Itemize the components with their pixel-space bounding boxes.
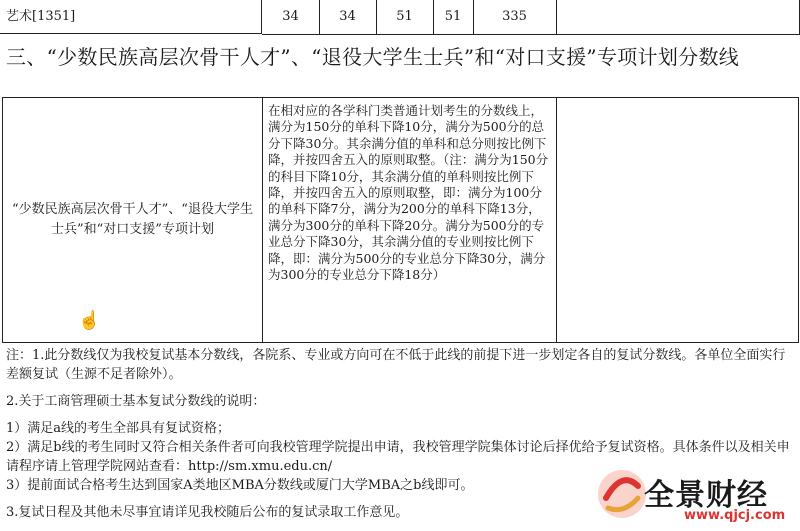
score-cell: 34 [262, 0, 320, 35]
note-2-item-3: 3）提前面试合格考生达到国家A类地区MBA分数线或厦门大学MBA之b线即可。 [6, 478, 474, 493]
hand-cursor-icon: ☝ [78, 310, 101, 331]
note-2-item-2: 2）满足b线的考生同时又符合相关条件者可向我校管理学院提出申请，我校管理学院集体讨论后择优给予复试资格。具体条件以及相关申请程序请上管理学院网站查看：http://sm.xmu.edu.cn/ [6, 440, 790, 474]
empty-cell [556, 0, 800, 35]
note-2-item-1: 1）满足a线的考生全部具有复试资格； [6, 421, 231, 436]
note-3: 3.复试日程及其他未尽事宜请详见我校随后公布的复试录取工作意见。 [6, 505, 409, 520]
special-plan-table [2, 97, 799, 343]
note-2-heading: 2.关于工商管理硕士基本复试分数线的说明： [6, 394, 266, 409]
special-plan-label: “少数民族高层次骨干人才”、“退役大学生士兵”和“对口支援”专项计划 [3, 98, 263, 342]
score-cell: 34 [319, 0, 377, 35]
note-1: 注：1.此分数线仅为我校复试基本分数线，各院系、专业或方向可在不低于此线的前提下进一步划定各自的复试分数线。各单位全面实行差额复试（生源不足者除外）。 [6, 348, 786, 382]
score-cell: 335 [473, 0, 557, 35]
category-cell: 艺术[1351] [0, 0, 262, 34]
score-cell: 51 [376, 0, 434, 35]
brand-name: 全景财经 [644, 478, 768, 513]
brand-logo-icon [592, 464, 652, 524]
special-plan-description: 在相对应的各学科门类普通计划考生的分数线上，满分为150分的单科下降10分，满分为500分的总分下降30分。其余满分值的单科和总分则按比例下降，并按四舍五入的原则取整。（注：满分为150分的科目下降10分，其余满分值的单科则按比例下降，并按四舍五入的原则取整，即：满分为100分的单科下降7分，满分为200分的单科下降13分，满分为300分的单科下降20分。满分为500分的专业总分下降30分，其余满分值的专业则按比例下降，即：满分为500分的专业总分下降30分，满分为300分的专业总分下降18分） [263, 98, 557, 342]
watermark-logo [592, 462, 792, 528]
brand-url: www.qjcj.com [684, 508, 786, 523]
score-table-top-row [0, 0, 800, 36]
section-title: 三、“少数民族高层次骨干人才”、“退役大学生士兵”和“对口支援”专项计划分数线 [6, 45, 740, 69]
empty-cell [557, 98, 798, 342]
score-cell: 51 [433, 0, 474, 35]
